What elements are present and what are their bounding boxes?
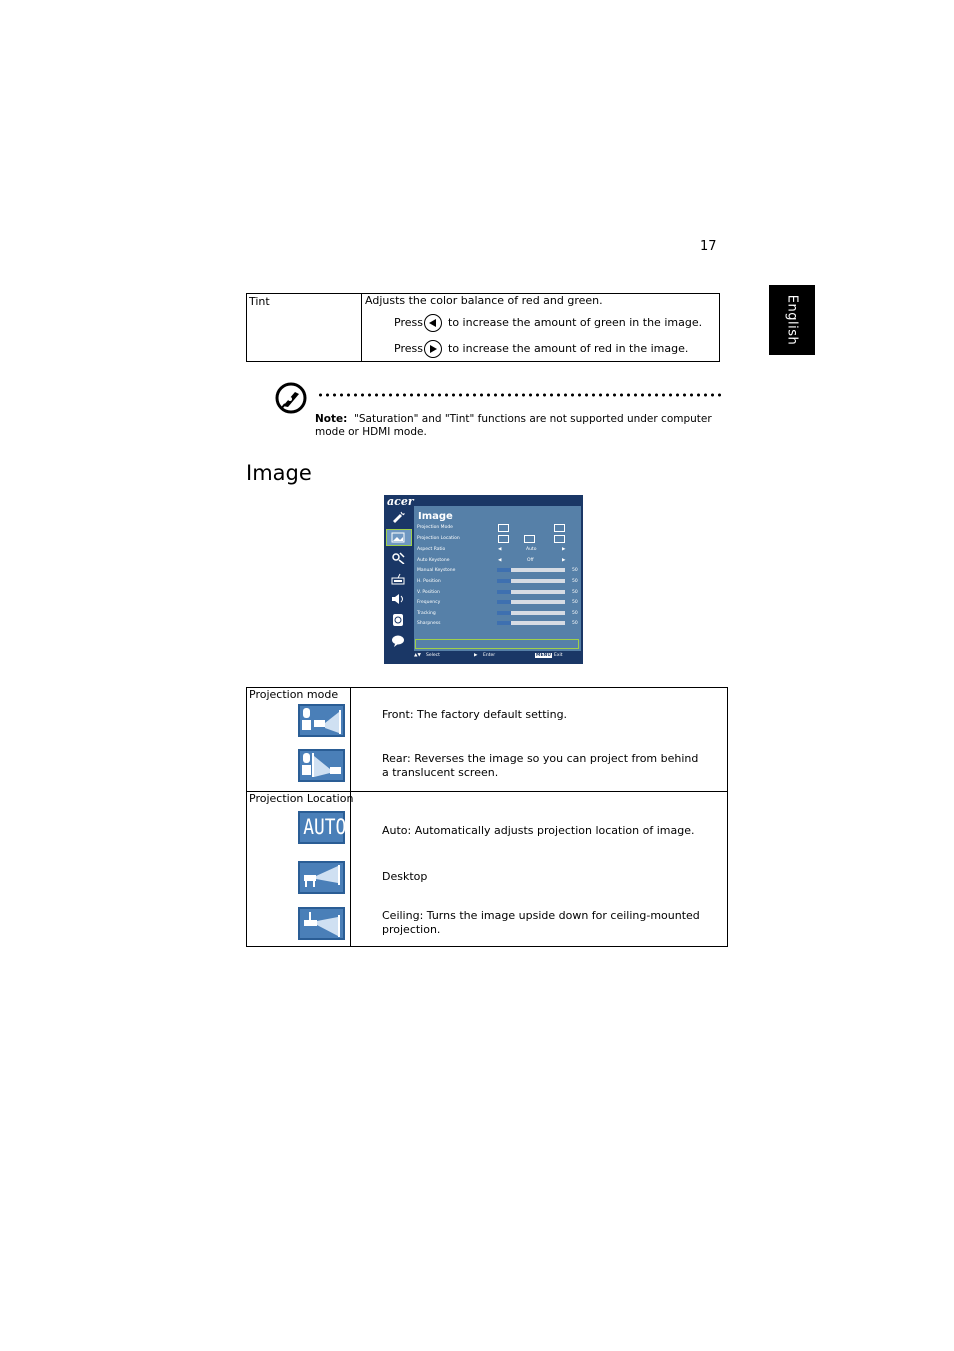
osd-row-label: Projection Mode [417, 525, 453, 530]
osd-slider-fill [497, 611, 511, 615]
auto-icon-text: AUTO [303, 815, 347, 839]
osd-footer-enter: Enter [483, 653, 496, 658]
osd-slider [497, 611, 565, 615]
osd-slider-fill [497, 579, 511, 583]
osd-slider [497, 621, 565, 625]
management-icon [391, 573, 405, 585]
osd-footer-select: Select [426, 653, 440, 658]
auto-description: Auto: Automatically adjusts projection location of image. [382, 824, 695, 837]
osd-row-label: Projection Location [417, 536, 460, 541]
osd-slider [497, 590, 565, 594]
osd-right-arrow-icon: ▶ [562, 547, 566, 552]
note-label: Note: [315, 413, 348, 425]
tint-green-text: to increase the amount of green in the image. [448, 316, 703, 329]
osd-empty-selection-row [415, 639, 579, 649]
osd-slider-fill [497, 568, 511, 572]
settings-tools-icon [391, 552, 405, 564]
osd-row-label: Aspect Ratio [417, 547, 446, 552]
osd-footer-exit: Exit [554, 653, 563, 658]
right-arrow-icon [424, 340, 442, 358]
osd-row-label: Manual Keystone [417, 568, 456, 573]
osd-slider-value: 50 [572, 611, 578, 616]
tint-label: Tint [249, 295, 270, 308]
projection-mode-label: Projection mode [249, 688, 339, 701]
ceiling-description: Ceiling: Turns the image upside down for ceiling-mounted projection. [382, 909, 700, 936]
tint-description: Adjusts the color balance of red and green. [365, 294, 603, 307]
osd-slider-value: 50 [572, 579, 578, 584]
osd-footer-menu-key: MENU [536, 653, 551, 658]
osd-main-panel [414, 506, 581, 651]
front-description: Front: The factory default setting. [382, 708, 568, 721]
osd-right-icon: ▶ [474, 653, 478, 658]
left-arrow-icon [424, 314, 442, 332]
color-wand-icon [391, 511, 405, 523]
osd-left-arrow-icon: ◀ [498, 547, 502, 552]
osd-slider [497, 568, 565, 572]
osd-right-arrow-icon: ▶ [562, 558, 566, 563]
osd-ceiling-icon [554, 535, 565, 543]
osd-slider-value: 50 [572, 590, 578, 595]
osd-row-label: Auto Keystone [417, 558, 450, 563]
osd-slider-value: 50 [572, 568, 578, 573]
desktop-description: Desktop [382, 870, 428, 883]
auto-location-icon [298, 811, 345, 844]
osd-row-label: Tracking [417, 611, 436, 616]
osd-rear-icon [554, 524, 565, 532]
projection-table [246, 687, 728, 947]
osd-slider-fill [497, 590, 511, 594]
osd-left-arrow-icon: ◀ [498, 558, 502, 563]
projection-location-label: Projection Location [249, 792, 354, 805]
audio-speaker-icon [391, 593, 405, 605]
image-icon [391, 532, 405, 544]
page-number: 17 [700, 239, 717, 254]
osd-select-value: Auto [526, 547, 537, 552]
note-divider [317, 393, 723, 397]
note-text [315, 413, 725, 439]
front-projection-icon [298, 704, 345, 737]
osd-image-menu-screenshot [384, 495, 583, 664]
language-icon [391, 635, 405, 647]
note-body: "Saturation" and "Tint" functions are not supported under computer mode or HDMI mode. [315, 413, 712, 438]
osd-desktop-icon [524, 535, 535, 543]
osd-row-label: Frequency [417, 600, 441, 605]
language-tab [769, 285, 815, 355]
rear-description: Rear: Reverses the image so you can project from behind a translucent screen. [382, 752, 699, 779]
osd-updown-icon: ▲▼ [414, 653, 421, 658]
tint-press-label: Press [394, 342, 423, 355]
section-title: Image [246, 461, 312, 485]
osd-auto-icon [498, 535, 509, 543]
osd-front-icon [498, 524, 509, 532]
tint-red-text: to increase the amount of red in the image. [448, 342, 689, 355]
osd-slider-value: 50 [572, 600, 578, 605]
osd-slider [497, 600, 565, 604]
osd-select-value: Off [527, 558, 534, 563]
osd-row-label: V. Position [417, 590, 440, 595]
acer-logo: acer [387, 495, 414, 508]
osd-slider [497, 579, 565, 583]
ceiling-location-icon [298, 907, 345, 940]
note-pen-icon [275, 382, 307, 414]
osd-title: Image [418, 511, 453, 522]
tint-table [246, 293, 720, 362]
osd-slider-value: 50 [572, 621, 578, 626]
osd-slider-fill [497, 621, 511, 625]
osd-row-label: Sharpness [417, 621, 441, 626]
osd-row-label: H. Position [417, 579, 441, 584]
language-tab-label: English [784, 294, 800, 346]
timer-icon [391, 614, 405, 626]
desktop-location-icon [298, 861, 345, 894]
tint-label-cell [247, 294, 362, 361]
rear-projection-icon [298, 749, 345, 782]
osd-slider-fill [497, 600, 511, 604]
tint-press-label: Press [394, 316, 423, 329]
